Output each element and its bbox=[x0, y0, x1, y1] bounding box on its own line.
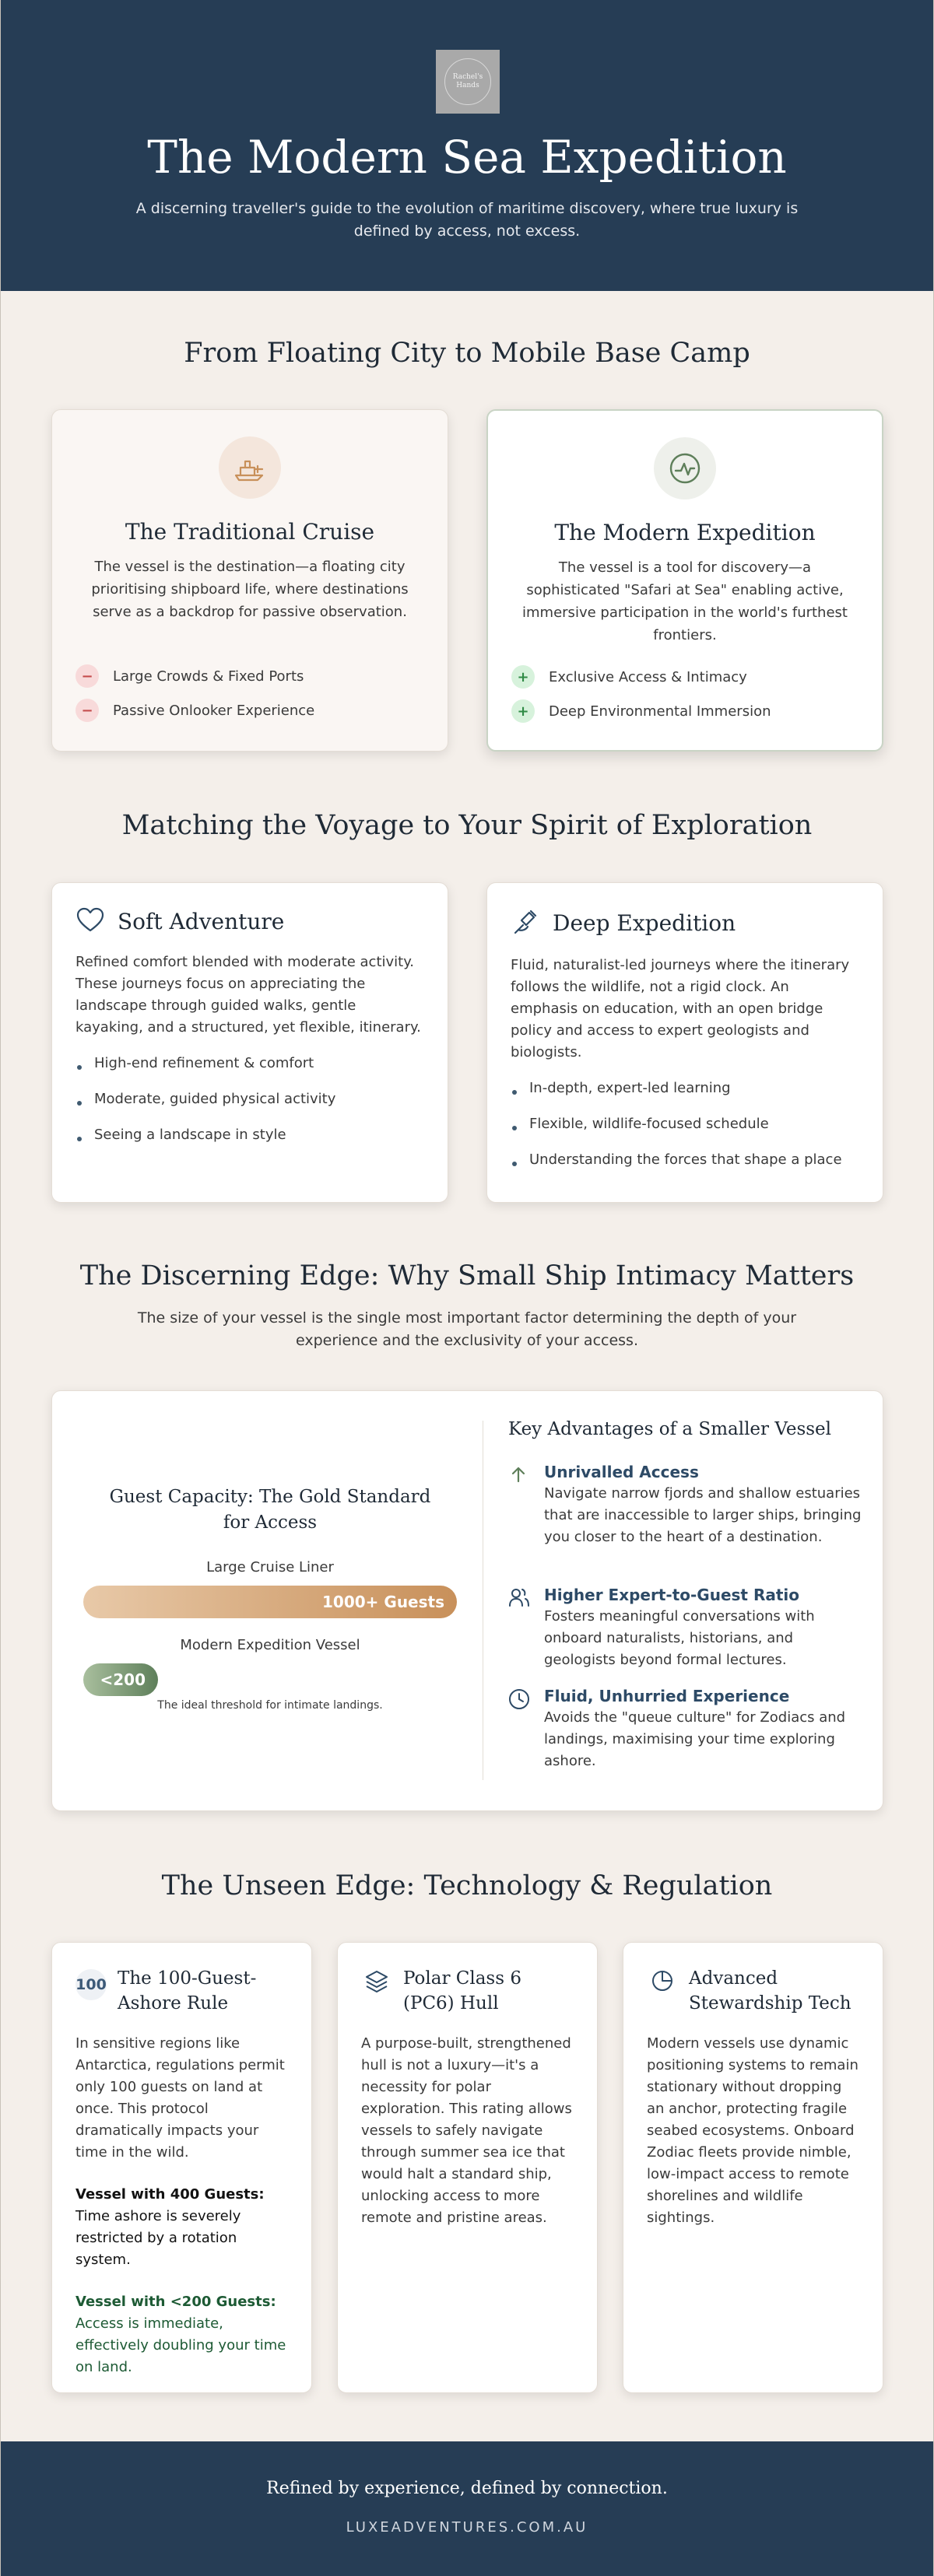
stewardship-heading: Advanced Stewardship Tech bbox=[689, 1968, 851, 2013]
list-item: Seeing a landscape in style bbox=[75, 1126, 424, 1162]
advantage-heading: Higher Expert-to-Guest Ratio bbox=[544, 1586, 800, 1604]
traditional-cruise-card bbox=[51, 409, 448, 752]
advantage-heading: Unrivalled Access bbox=[544, 1463, 699, 1481]
deep-expedition-card bbox=[486, 882, 883, 1203]
clock-icon bbox=[508, 1688, 530, 1772]
deep-bullets bbox=[511, 1079, 859, 1186]
modern-body: The vessel is a tool for discovery—a sophisticated "Safari at Sea" enabling active, immersive participation in the world's furthest frontiers. bbox=[522, 559, 848, 643]
page-title: The Modern Sea Expedition bbox=[147, 131, 787, 184]
list-item bbox=[75, 693, 424, 727]
soft-heading: Soft Adventure bbox=[118, 908, 285, 934]
advantage-item bbox=[508, 1463, 866, 1548]
traditional-points bbox=[75, 659, 424, 727]
logo-text-line-1: Rachel's bbox=[452, 73, 483, 81]
small-vessel-text: Access is immediate, effectively doubling your time on land. bbox=[75, 2315, 286, 2375]
stewardship-body: Modern vessels use dynamic positioning systems to remain stationary without dropping an anchor, protecting fragile seabed ecosystems. Onboard Zodiac fleets provide nimble, low-impact access to remote shorelines and wildlife sightings. bbox=[647, 2035, 859, 2226]
modern-expedition-card bbox=[486, 409, 883, 752]
modern-heading: The Modern Expedition bbox=[554, 520, 816, 545]
edge-subtitle: The size of your vessel is the single most important factor determining the depth of your experience and the exclusivity of your access. bbox=[137, 1309, 797, 1349]
arrow-up-icon bbox=[508, 1464, 530, 1548]
list-item bbox=[511, 694, 859, 728]
small-vessel-label: Vessel with <200 Guests: bbox=[75, 2294, 276, 2310]
minus-icon: − bbox=[75, 664, 99, 688]
small-ship-card bbox=[51, 1390, 883, 1811]
people-icon bbox=[508, 1587, 530, 1671]
layers-icon bbox=[361, 1969, 392, 1994]
cruise-ship-icon bbox=[219, 436, 281, 499]
list-item bbox=[75, 659, 424, 693]
soft-bullets bbox=[75, 1054, 424, 1162]
plus-icon: + bbox=[511, 665, 535, 689]
logo-seal bbox=[444, 58, 491, 105]
large-vessel-text: Time ashore is severely restricted by a rotation system. bbox=[75, 2208, 241, 2268]
soft-body: Refined comfort blended with moderate activity. These journeys focus on appreciating the landscape through guided walks, gentle kayaking, and a structured, yet flexible, itinerary. bbox=[75, 954, 421, 1036]
list-item: High-end refinement & comfort bbox=[75, 1054, 424, 1090]
traditional-heading: The Traditional Cruise bbox=[125, 519, 375, 545]
hull-body: A purpose-built, strengthened hull is not a luxury—it's a necessity for polar exploration. This rating allows vessels to safely navigate through summer sea ice that would halt a standard ship, unlocking access to more remote and pristine areas. bbox=[361, 2035, 572, 2226]
large-liner-value: 1000+ Guests bbox=[322, 1593, 444, 1611]
brand-logo[interactable] bbox=[436, 50, 500, 114]
spirit-title: Matching the Voyage to Your Spirit of Exploration bbox=[121, 810, 813, 841]
list-item: Flexible, wildlife-focused schedule bbox=[511, 1115, 859, 1151]
expedition-vessel-bar-track bbox=[83, 1663, 457, 1696]
hero-header bbox=[1, 0, 933, 291]
advantage-item bbox=[508, 1687, 866, 1772]
small-vessel-note bbox=[75, 2291, 288, 2378]
hundred-badge-icon bbox=[75, 1969, 107, 2000]
page bbox=[1, 0, 933, 2576]
logo-text-line-2: Hands bbox=[456, 82, 479, 89]
hundred-badge: 100 bbox=[75, 1969, 107, 2000]
guest-ashore-rule-card bbox=[51, 1942, 312, 2393]
edge-title: The Discerning Edge: Why Small Ship Intimacy Matters bbox=[79, 1260, 855, 1292]
microscope-icon bbox=[511, 906, 540, 939]
page-footer bbox=[1, 2441, 933, 2576]
advantages-title: Key Advantages of a Smaller Vessel bbox=[508, 1419, 832, 1439]
capacity-note: The ideal threshold for intimate landings. bbox=[157, 1699, 383, 1712]
modern-points bbox=[511, 660, 859, 728]
point-label: Passive Onlooker Experience bbox=[113, 702, 315, 719]
list-item: Understanding the forces that shape a place bbox=[511, 1151, 859, 1186]
deep-body: Fluid, naturalist-led journeys where the itinerary follows the wildlife, not a rigid clock. An emphasis on education, with an open bridge policy and access to expert geologists and biologists. bbox=[511, 957, 850, 1060]
polar-hull-card bbox=[337, 1942, 598, 2393]
list-item: Moderate, guided physical activity bbox=[75, 1090, 424, 1126]
footer-website-link[interactable]: LUXEADVENTURES.COM.AU bbox=[346, 2519, 588, 2536]
pie-chart-icon bbox=[647, 1969, 678, 1992]
large-liner-bar-track bbox=[83, 1586, 457, 1618]
expedition-vessel-bar bbox=[83, 1663, 158, 1696]
advantage-body: Avoids the "queue culture" for Zodiacs and landings, maximising your time exploring ashore. bbox=[544, 1709, 846, 1769]
deep-heading: Deep Expedition bbox=[553, 909, 736, 936]
rule-heading: The 100-Guest-Ashore Rule bbox=[118, 1968, 257, 2013]
large-vessel-note bbox=[75, 2184, 288, 2271]
point-label: Exclusive Access & Intimacy bbox=[549, 668, 747, 685]
expedition-vessel-value: <200 bbox=[100, 1670, 146, 1689]
large-vessel-label: Vessel with 400 Guests: bbox=[75, 2186, 265, 2203]
tech-title: The Unseen Edge: Technology & Regulation bbox=[161, 1870, 773, 1901]
list-item: In-depth, expert-led learning bbox=[511, 1079, 859, 1115]
compass-icon bbox=[654, 437, 716, 499]
large-liner-label: Large Cruise Liner bbox=[206, 1559, 334, 1575]
advantage-item bbox=[508, 1586, 866, 1671]
large-liner-bar bbox=[83, 1586, 457, 1618]
minus-icon: − bbox=[75, 699, 99, 722]
soft-adventure-card bbox=[51, 882, 448, 1203]
footer-tagline: Refined by experience, defined by connection. bbox=[266, 2479, 668, 2498]
rule-body: In sensitive regions like Antarctica, regulations permit only 100 guests on land at once. This protocol dramatically impacts your time in the wild. bbox=[75, 2035, 285, 2161]
list-item bbox=[511, 660, 859, 694]
traditional-body: The vessel is the destination—a floating city prioritising shipboard life, where destinations serve as a backdrop for passive observation. bbox=[91, 559, 409, 620]
capacity-title: Guest Capacity: The Gold Standard for Access bbox=[109, 1487, 431, 1533]
page-subtitle: A discerning traveller's guide to the evolution of maritime discovery, where true luxury is defined by access, not excess. bbox=[135, 200, 799, 240]
point-label: Deep Environmental Immersion bbox=[549, 703, 771, 720]
plus-icon: + bbox=[511, 699, 535, 723]
advantage-body: Fosters meaningful conversations with onboard naturalists, historians, and geologists beyond formal lectures. bbox=[544, 1608, 815, 1668]
point-label: Large Crowds & Fixed Ports bbox=[113, 668, 304, 685]
advantage-heading: Fluid, Unhurried Experience bbox=[544, 1687, 790, 1705]
comparison-title: From Floating City to Mobile Base Camp bbox=[184, 338, 750, 369]
advantage-body: Navigate narrow fjords and shallow estuaries that are inaccessible to larger ships, bringing you closer to the heart of a destination. bbox=[544, 1485, 862, 1545]
stewardship-tech-card bbox=[623, 1942, 883, 2393]
heart-icon bbox=[75, 906, 105, 936]
hull-heading: Polar Class 6 (PC6) Hull bbox=[403, 1968, 521, 2013]
expedition-vessel-label: Modern Expedition Vessel bbox=[180, 1637, 360, 1653]
